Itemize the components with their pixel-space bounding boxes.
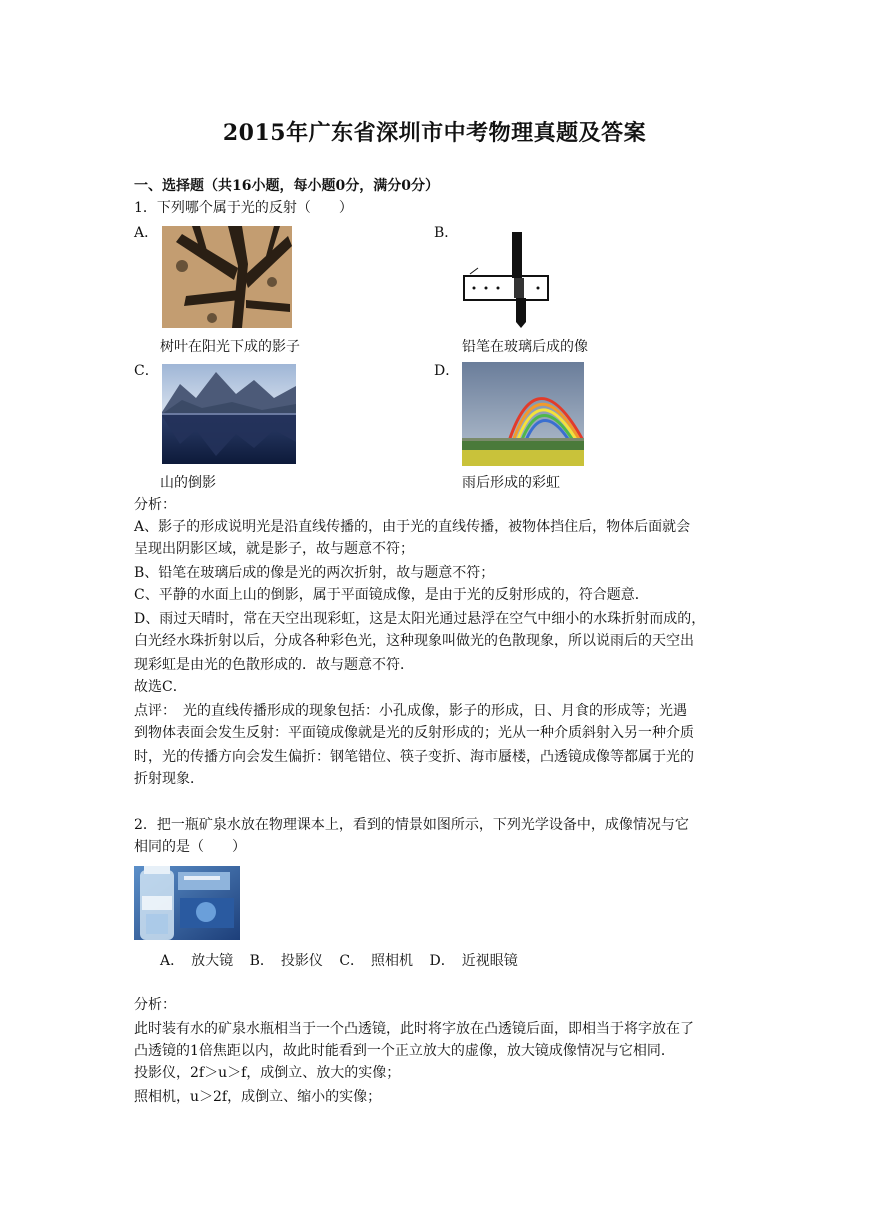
- q1-analysis-line: B、铅笔在玻璃后成的像是光的两次折射，故与题意不符；: [134, 565, 495, 581]
- q2-option-a: A． 放大镜: [160, 953, 234, 969]
- q1-option-d-letter: D．: [434, 363, 460, 379]
- q1-analysis-line: C、平静的水面上山的倒影，属于平面镜成像，是由于光的反射形成的，符合题意．: [134, 587, 649, 603]
- q1-answer: 故选C．: [134, 679, 187, 695]
- pencil-behind-glass-image: [462, 232, 552, 328]
- q1-option-d-caption: 雨后形成的彩虹: [462, 475, 560, 491]
- q1-option-a-caption: 树叶在阳光下成的影子: [160, 339, 300, 355]
- tree-shadow-image: [162, 226, 292, 328]
- q2-option-c: C． 照相机: [339, 953, 414, 969]
- water-bottle-on-book-image: [134, 866, 240, 940]
- q1-comment-line: 折射现象．: [134, 771, 204, 787]
- page-title: 2015年广东省深圳市中考物理真题及答案: [222, 120, 647, 146]
- q1-stem: 1．下列哪个属于光的反射（ ）: [134, 200, 353, 216]
- q2-stem-line: 2．把一瓶矿泉水放在物理课本上，看到的情景如图所示，下列光学设备中，成像情况与它: [134, 817, 689, 833]
- q2-option-b: B． 投影仪: [249, 953, 323, 969]
- q1-analysis-line: 呈现出阴影区域，就是影子，故与题意不符；: [134, 541, 414, 557]
- mountain-reflection-image: [162, 364, 296, 464]
- q2-analysis-line: 凸透镜的1倍焦距以内，故此时能看到一个正立放大的虚像，放大镜成像情况与它相同．: [134, 1043, 675, 1059]
- q1-option-c-caption: 山的倒影: [160, 475, 216, 491]
- q2-stem-line: 相同的是（ ）: [134, 839, 246, 855]
- q2-analysis-line: 照相机，u＞2f，成倒立、缩小的实像；: [134, 1089, 382, 1105]
- q2-analysis-label: 分析：: [134, 997, 176, 1013]
- q2-options: [160, 950, 530, 970]
- q1-comment-line: 到物体表面会发生反射：平面镜成像就是光的反射形成的；光从一种介质斜射入另一种介质: [134, 725, 694, 741]
- q2-option-d: D． 近视眼镜: [429, 953, 518, 969]
- q1-option-b-letter: B．: [434, 225, 459, 241]
- q1-comment-line: 点评： 光的直线传播形成的现象包括：小孔成像，影子的形成，日、月食的形成等；光遇: [134, 703, 687, 719]
- q1-analysis-line: 现彩虹是由光的色散形成的．故与题意不符．: [134, 657, 414, 673]
- q1-option-c-letter: C．: [134, 363, 159, 379]
- q1-analysis-line: D、雨过天晴时，常在天空出现彩虹，这是太阳光通过悬浮在空气中细小的水珠折射而成的，: [134, 611, 706, 627]
- q1-option-a-letter: A．: [134, 225, 159, 241]
- q1-analysis-label: 分析：: [134, 497, 176, 513]
- q1-analysis-line: 白光经水珠折射以后，分成各种彩色光，这种现象叫做光的色散现象，所以说雨后的天空出: [134, 633, 694, 649]
- q1-analysis-line: A、影子的形成说明光是沿直线传播的，由于光的直线传播，被物体挡住后，物体后面就会: [134, 519, 691, 535]
- q1-comment-line: 时，光的传播方向会发生偏折：钢笔错位、筷子变折、海市蜃楼，凸透镜成像等都属于光的: [134, 749, 694, 765]
- q2-analysis-line: 投影仪，2f＞u＞f，成倒立、放大的实像；: [134, 1065, 401, 1081]
- rainbow-image: [462, 362, 584, 466]
- q1-option-b-caption: 铅笔在玻璃后成的像: [462, 339, 588, 355]
- section-heading: 一、选择题（共16小题，每小题0分，满分0分）: [134, 178, 439, 194]
- q2-analysis-line: 此时装有水的矿泉水瓶相当于一个凸透镜，此时将字放在凸透镜后面，即相当于将字放在了: [134, 1021, 694, 1037]
